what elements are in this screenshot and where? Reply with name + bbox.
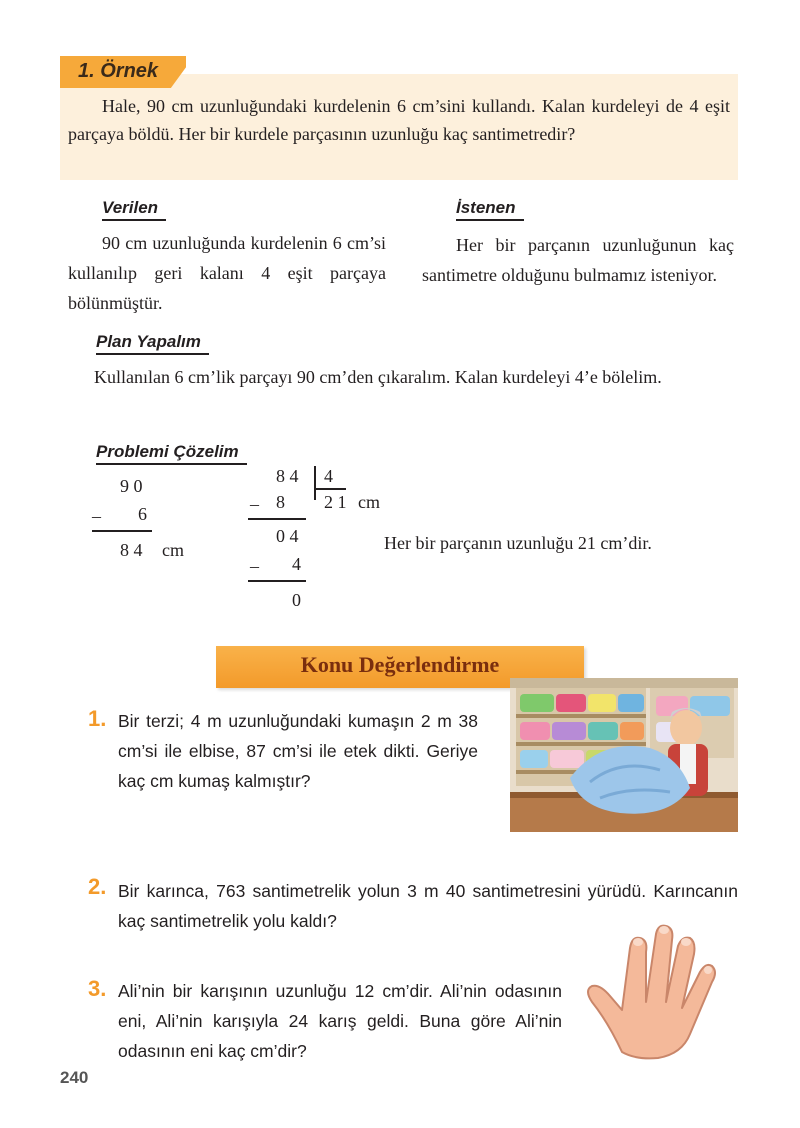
- div-step1-sub: 8: [276, 492, 285, 512]
- question-2-number: 2.: [88, 874, 107, 899]
- plan-text: [60, 362, 738, 392]
- tailor-illustration: [510, 678, 738, 832]
- wanted-heading-label: İstenen: [456, 198, 524, 221]
- div-step2-line: [248, 580, 306, 582]
- sub-minuend: 9 0: [120, 476, 143, 496]
- question-2-text: Bir karınca, 763 santimetrelik yolun 3 m 40 santimetresini yürüdü. Karıncanın kaç santimetrelik yolu kaldı?: [118, 881, 738, 931]
- div-step1-line: [248, 518, 306, 520]
- sub-result-unit: cm: [162, 540, 184, 560]
- example-problem-text: [68, 92, 730, 148]
- example-tag-label: 1. Örnek: [78, 60, 159, 82]
- sub-minus-sign: –: [92, 506, 101, 526]
- plan-text-content: Kullanılan 6 cm’lik parçayı 90 cm’den çıkaralım. Kalan kurdeleyi 4’e bölelim.: [94, 367, 662, 387]
- div-quotient-unit: cm: [358, 492, 380, 512]
- wanted-text: [422, 230, 734, 290]
- example-problem-content: Hale, 90 cm uzunluğundaki kurdelenin 6 cm’sini kullandı. Kalan kurdeleyi de 4 eşit parçaya böldü. Her bir kurdele parçasının uzunluğu kaç santimetredir?: [68, 96, 730, 144]
- div-final: 0: [292, 590, 301, 610]
- solve-answer: Her bir parçanın uzunluğu 21 cm’dir.: [384, 533, 652, 553]
- hand-illustration: [578, 924, 738, 1062]
- sub-result: 8 4: [120, 540, 143, 560]
- div-quotient: 2 1: [324, 492, 347, 512]
- page-number: 240: [60, 1068, 89, 1087]
- given-heading-label: Verilen: [102, 198, 166, 221]
- div-step2-minus: –: [250, 556, 259, 576]
- div-step2-remainder: 0 4: [276, 526, 299, 546]
- solve-heading-label: Problemi Çözelim: [96, 442, 247, 465]
- solve-heading: [96, 442, 247, 462]
- div-divisor-line: [314, 488, 346, 490]
- question-1-text: Bir terzi; 4 m uzunluğundaki kumaşın 2 m 38 cm’si ile elbise, 87 cm’si ile etek dikti. Geriye kaç cm kumaş kalmıştır?: [118, 711, 478, 791]
- div-divisor: 4: [324, 466, 333, 486]
- question-3-number: 3.: [88, 976, 107, 1001]
- sub-line: [92, 530, 152, 532]
- wanted-heading: [456, 198, 524, 218]
- div-step2-sub: 4: [292, 554, 301, 574]
- question-3-text: Ali’nin bir karışının uzunluğu 12 cm’dir. Ali’nin odasının eni, Ali’nin karışıyla 24 karış geldi. Buna göre Ali’nin odasının eni kaç cm’dir?: [118, 981, 562, 1061]
- given-text: [68, 228, 386, 318]
- plan-heading: [96, 332, 209, 352]
- evaluation-title: Konu Değerlendirme: [300, 652, 500, 677]
- given-heading: [102, 198, 166, 218]
- plan-heading-label: Plan Yapalım: [96, 332, 209, 355]
- sub-subtrahend: 6: [138, 504, 147, 524]
- div-step1-minus: –: [250, 494, 259, 514]
- given-text-content: 90 cm uzunluğunda kurdelenin 6 cm’si kullanılıp geri kalanı 4 eşit parçaya bölünmüştür.: [68, 233, 386, 313]
- wanted-text-content: Her bir parçanın uzunluğunun kaç santimetre olduğunu bulmamız isteniyor.: [422, 235, 734, 285]
- question-1-number: 1.: [88, 706, 107, 731]
- div-vertical-line: [314, 466, 316, 500]
- div-dividend: 8 4: [276, 466, 299, 486]
